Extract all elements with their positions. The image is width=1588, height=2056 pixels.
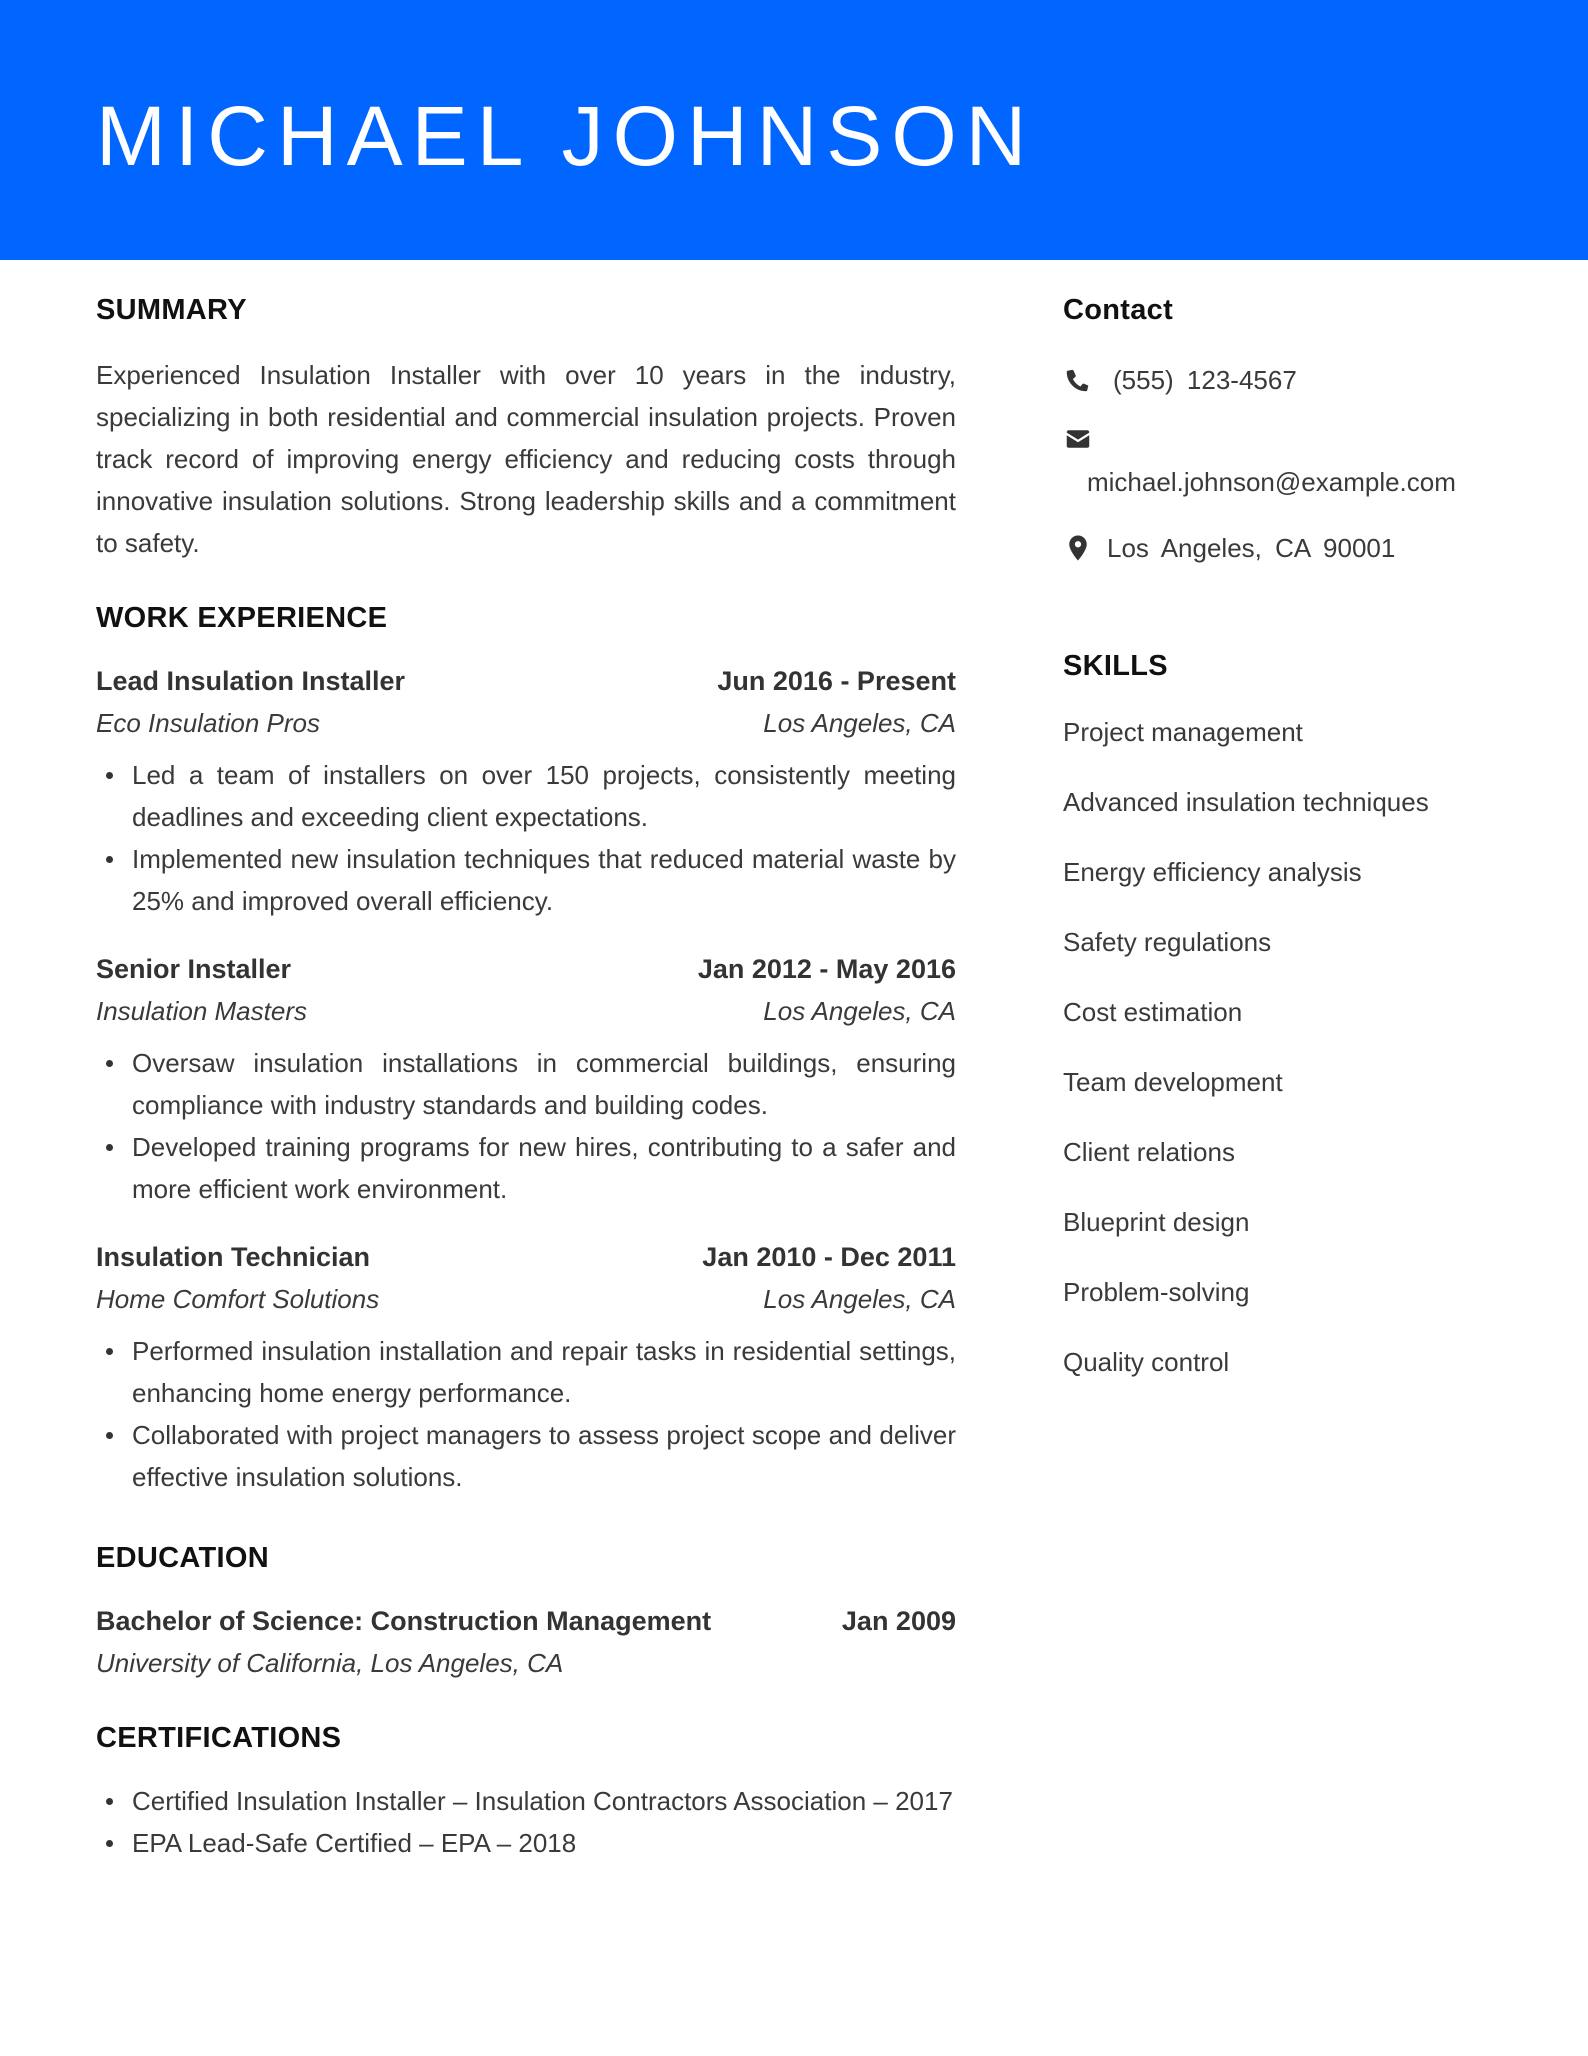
- contact-location: [1063, 528, 1523, 568]
- job-bullet: Developed training programs for new hires, contributing to a safer and more efficient work environment.: [96, 1126, 956, 1210]
- certification-item: Certified Insulation Installer – Insulation Contractors Association – 2017: [96, 1780, 956, 1822]
- candidate-name: MICHAEL JOHNSON: [96, 89, 1036, 183]
- summary-title: SUMMARY: [96, 294, 247, 326]
- job-bullet: Oversaw insulation installations in commercial buildings, ensuring compliance with industry standards and building codes.: [96, 1042, 956, 1126]
- job-dates: Jun 2016 - Present: [717, 666, 956, 696]
- job-company: Eco Insulation Pros: [96, 708, 321, 738]
- location-text: Los Angeles, CA 90001: [1107, 533, 1396, 563]
- skills-list: [1063, 712, 1523, 1382]
- job-dates: Jan 2010 - Dec 2011: [702, 1242, 956, 1272]
- contact-title: Contact: [1063, 294, 1174, 326]
- certifications-list: [96, 1780, 956, 1864]
- skill-item: Quality control: [1063, 1347, 1230, 1377]
- job-company: Home Comfort Solutions: [96, 1284, 380, 1314]
- skill-item: Safety regulations: [1063, 927, 1272, 957]
- job-location: Los Angeles, CA: [763, 996, 956, 1026]
- job-bullet: Implemented new insulation techniques that reduced material waste by 25% and improved overall efficiency.: [96, 838, 956, 922]
- education-entry: [96, 1600, 956, 1684]
- education-date: Jan 2009: [841, 1606, 956, 1636]
- job-location: Los Angeles, CA: [763, 708, 956, 738]
- job-role: Lead Insulation Installer: [96, 666, 406, 696]
- job-dates: Jan 2012 - May 2016: [697, 954, 956, 984]
- skill-item: Problem-solving: [1063, 1277, 1250, 1307]
- job-location: Los Angeles, CA: [763, 1284, 956, 1314]
- job-entry: [96, 660, 956, 922]
- job-bullets: [96, 1042, 956, 1210]
- job-entry: [96, 1236, 956, 1498]
- map-pin-icon: [1063, 533, 1093, 563]
- contact-email: [1063, 424, 1523, 502]
- skill-item: Blueprint design: [1063, 1207, 1250, 1237]
- phone-icon: [1063, 365, 1093, 395]
- summary-text: Experienced Insulation Installer with over 10 years in the industry, specializing in both residential and commercial insulation projects. Proven track record of improving energy efficiency and reducing costs through innovative insulation solutions. Strong leadership skills and a commitment to safety.: [96, 360, 956, 558]
- header-banner: [0, 0, 1588, 260]
- job-bullet: Led a team of installers on over 150 projects, consistently meeting deadlines and exceeding client expectations.: [96, 754, 956, 838]
- phone-text: (555) 123-4567: [1113, 365, 1297, 395]
- skill-item: Energy efficiency analysis: [1063, 857, 1362, 887]
- skill-item: Client relations: [1063, 1137, 1235, 1167]
- job-role: Insulation Technician: [96, 1242, 371, 1272]
- job-entry: [96, 948, 956, 1210]
- skill-item: Project management: [1063, 717, 1303, 747]
- job-bullets: [96, 1330, 956, 1498]
- job-bullets: [96, 754, 956, 922]
- skill-item: Team development: [1063, 1067, 1283, 1097]
- main-column: [96, 290, 956, 1864]
- skills-title: SKILLS: [1063, 650, 1168, 682]
- education-degree: Bachelor of Science: Construction Management: [96, 1606, 712, 1636]
- email-text: michael.johnson@example.com: [1087, 467, 1456, 497]
- sidebar-column: [1063, 290, 1523, 1412]
- experience-title: WORK EXPERIENCE: [96, 602, 388, 634]
- education-school: University of California, Los Angeles, CA: [96, 1648, 564, 1678]
- job-role: Senior Installer: [96, 954, 292, 984]
- contact-phone: [1063, 360, 1523, 400]
- job-company: Insulation Masters: [96, 996, 307, 1026]
- skill-item: Cost estimation: [1063, 997, 1243, 1027]
- education-title: EDUCATION: [96, 1542, 269, 1574]
- certifications-title: CERTIFICATIONS: [96, 1722, 342, 1754]
- job-bullet: Performed insulation installation and repair tasks in residential settings, enhancing home energy performance.: [96, 1330, 956, 1414]
- job-bullet: Collaborated with project managers to assess project scope and deliver effective insulation solutions.: [96, 1414, 956, 1498]
- certification-item: EPA Lead-Safe Certified – EPA – 2018: [96, 1822, 956, 1864]
- skill-item: Advanced insulation techniques: [1063, 787, 1429, 817]
- envelope-icon: [1063, 424, 1093, 454]
